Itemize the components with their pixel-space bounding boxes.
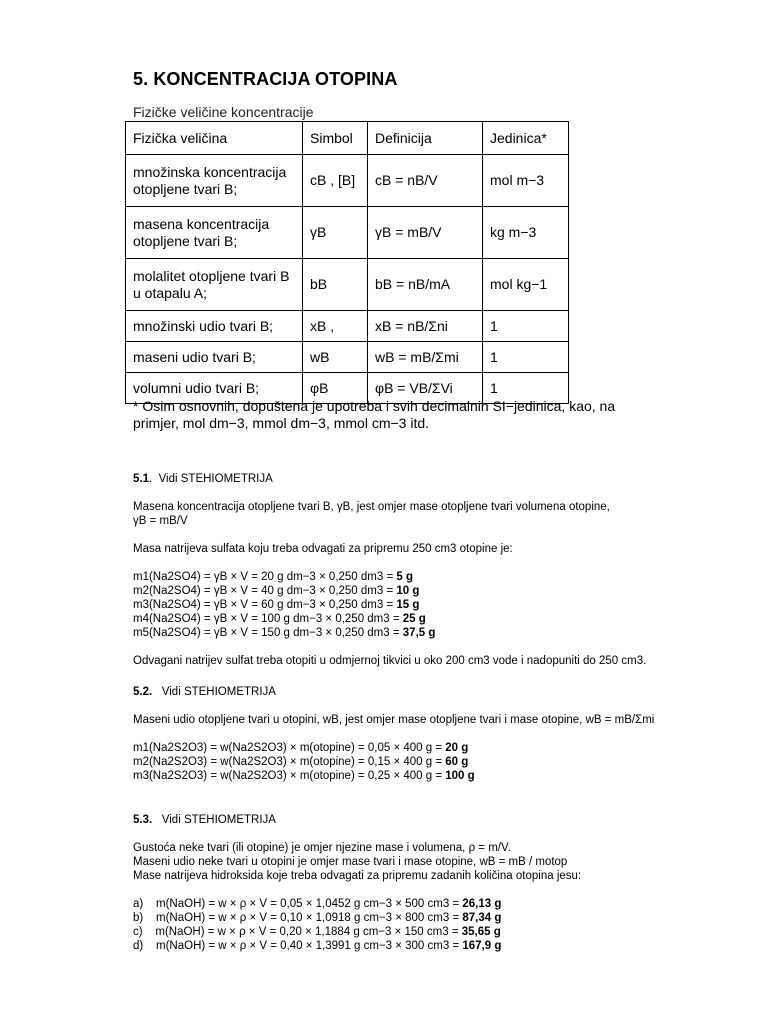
row-symbol: φB: [303, 373, 368, 404]
calculation-line: m5(Na2SO4) = γB × V = 150 g dm−3 × 0,250 dm3 = 37,5 g: [133, 627, 436, 639]
calculation-line: m3(Na2SO4) = γB × V = 60 g dm−3 × 0,250 dm3 = 15 g: [133, 599, 420, 611]
row-unit: 1: [483, 373, 569, 404]
paragraph: Maseni udio otopljene tvari u otopini, wB, jest omjer mase otopljene tvari i mase otopine, wB = mB/Σmi: [133, 714, 655, 726]
calculation-line: m2(Na2SO4) = γB × V = 40 g dm−3 × 0,250 dm3 = 10 g: [133, 585, 420, 597]
row-unit: kg m−3: [483, 207, 569, 259]
row-unit: mol m−3: [483, 155, 569, 207]
row-definition: wB = mB/Σmi: [368, 342, 483, 373]
row-quantity: masena koncentracija otopljene tvari B;: [126, 207, 303, 259]
header-symbol: Simbol: [303, 122, 368, 155]
table-row: [126, 207, 569, 259]
calculation-line: c) m(NaOH) = w × ρ × V = 0,20 × 1,1884 g cm−3 × 150 cm3 = 35,65 g: [133, 926, 501, 938]
row-symbol: xB ,: [303, 311, 368, 342]
table-row: [126, 342, 569, 373]
paragraph: Odvagani natrijev sulfat treba otopiti u odmjernoj tikvici u oko 200 cm3 vode i nadopuniti do 250 cm3.: [133, 655, 647, 667]
table-header-row: [126, 122, 569, 155]
row-definition: φB = VB/ΣVi: [368, 373, 483, 404]
row-symbol: cB , [B]: [303, 155, 368, 207]
calculation-line: a) m(NaOH) = w × ρ × V = 0,05 × 1,0452 g cm−3 × 500 cm3 = 26,13 g: [133, 898, 502, 910]
row-quantity: volumni udio tvari B;: [126, 373, 303, 404]
table-row: [126, 155, 569, 207]
row-unit: mol kg−1: [483, 259, 569, 311]
row-quantity: molalitet otopljene tvari B u otapalu A;: [126, 259, 303, 311]
row-symbol: wB: [303, 342, 368, 373]
section-heading: 5.2. Vidi STEHIOMETRIJA: [133, 686, 276, 698]
calculation-line: b) m(NaOH) = w × ρ × V = 0,10 × 1,0918 g cm−3 × 800 cm3 = 87,34 g: [133, 912, 502, 924]
row-quantity: množinski udio tvari B;: [126, 311, 303, 342]
calculation-line: m1(Na2S2O3) = w(Na2S2O3) × m(otopine) = 0,05 × 400 g = 20 g: [133, 742, 469, 754]
row-definition: xB = nB/Σni: [368, 311, 483, 342]
calculation-line: m4(Na2SO4) = γB × V = 100 g dm−3 × 0,250 dm3 = 25 g: [133, 613, 426, 625]
row-unit: 1: [483, 311, 569, 342]
header-definition: Definicija: [368, 122, 483, 155]
row-symbol: γB: [303, 207, 368, 259]
paragraph: Masena koncentracija otopljene tvari B, γB, jest omjer mase otopljene tvari volumena otopine,: [133, 501, 610, 513]
header-unit: Jedinica*: [483, 122, 569, 155]
row-quantity: množinska koncentracija otopljene tvari B;: [126, 155, 303, 207]
row-definition: γB = mB/V: [368, 207, 483, 259]
table-row: [126, 259, 569, 311]
section-5-2: [133, 685, 693, 783]
table-footnote: * Osim osnovnih, dopuštena je upotreba i svih decimalnih SI−jedinica, kao, na primjer, mol dm−3, mmol dm−3, mmol cm−3 itd.: [133, 398, 616, 431]
table-row: [126, 311, 569, 342]
section-heading: 5.1. Vidi STEHIOMETRIJA: [133, 473, 273, 485]
calculation-line: m2(Na2S2O3) = w(Na2S2O3) × m(otopine) = 0,15 × 400 g = 60 g: [133, 756, 469, 768]
concentration-table: [125, 121, 569, 404]
row-unit: 1: [483, 342, 569, 373]
paragraph: Mase natrijeva hidroksida koje treba odvagati za pripremu zadanih količina otopina jesu:: [133, 870, 582, 882]
row-definition: cB = nB/V: [368, 155, 483, 207]
section-5-3: [133, 813, 693, 953]
calculation-line: m1(Na2SO4) = γB × V = 20 g dm−3 × 0,250 dm3 = 5 g: [133, 571, 413, 583]
paragraph: Maseni udio neke tvari u otopini je omjer mase tvari i mase otopine, wB = mB / motop: [133, 856, 568, 868]
section-heading: 5.3. Vidi STEHIOMETRIJA: [133, 814, 276, 826]
calculation-line: d) m(NaOH) = w × ρ × V = 0,40 × 1,3991 g cm−3 × 300 cm3 = 167,9 g: [133, 940, 502, 952]
paragraph: Masa natrijeva sulfata koju treba odvagati za pripremu 250 cm3 otopine je:: [133, 543, 513, 555]
row-quantity: maseni udio tvari B;: [126, 342, 303, 373]
paragraph: γB = mB/V: [133, 515, 188, 527]
paragraph: Gustoća neke tvari (ili otopine) je omjer njezine mase i volumena, ρ = m/V.: [133, 842, 511, 854]
header-quantity: Fizička veličina: [126, 122, 303, 155]
row-symbol: bB: [303, 259, 368, 311]
row-definition: bB = nB/mA: [368, 259, 483, 311]
table-caption: Fizičke veličine koncentracije: [133, 104, 314, 120]
section-5-1: [133, 472, 693, 668]
page-title: 5. KONCENTRACIJA OTOPINA: [133, 69, 398, 89]
calculation-line: m3(Na2S2O3) = w(Na2S2O3) × m(otopine) = 0,25 × 400 g = 100 g: [133, 770, 475, 782]
